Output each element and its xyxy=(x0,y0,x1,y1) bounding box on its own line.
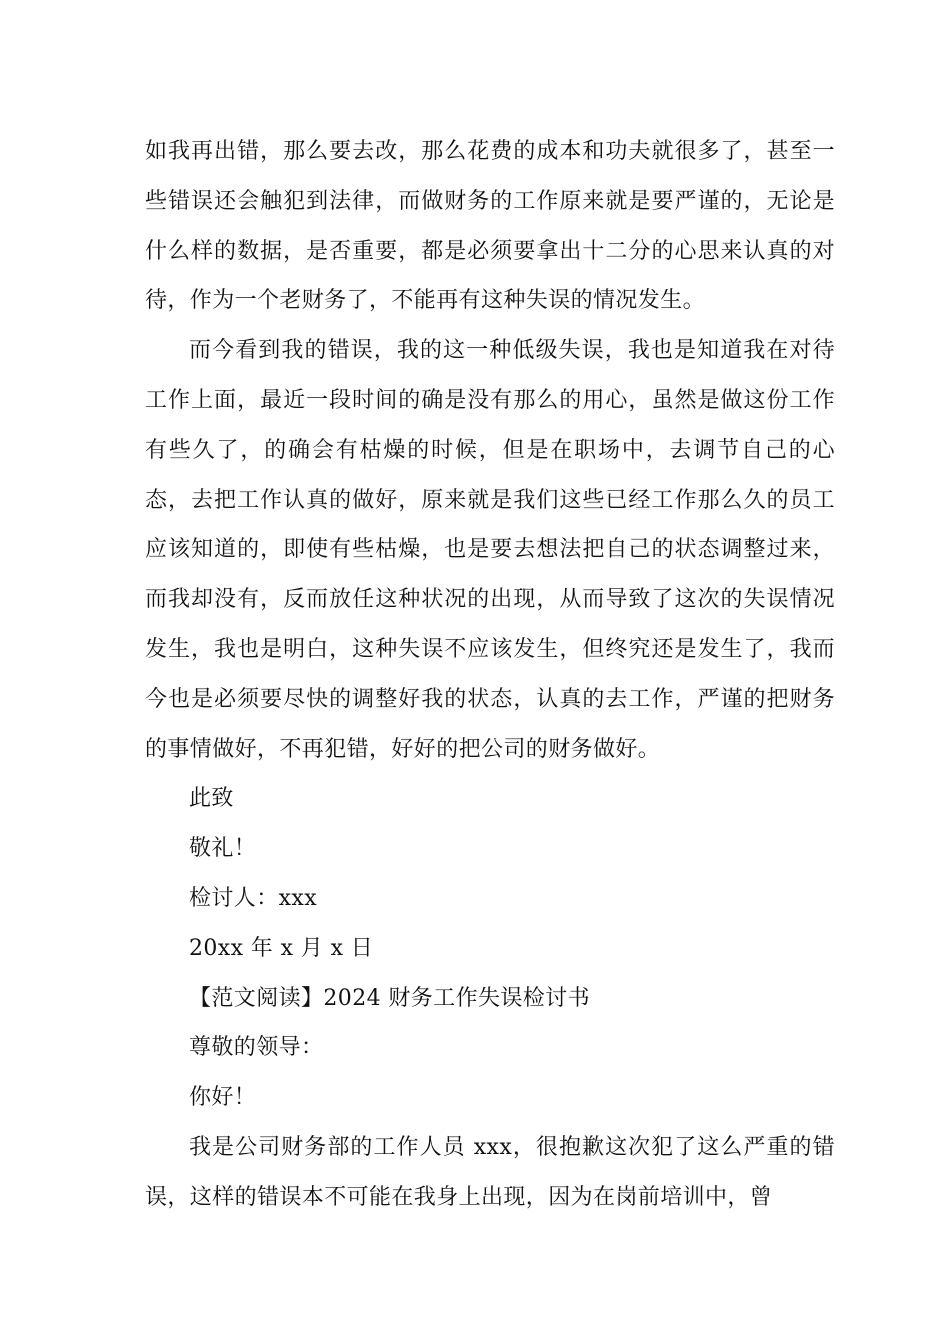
hello-line: 你好！ xyxy=(189,1085,257,1111)
paragraph-reflection: 而今看到我的错误，我的这一种低级失误，我也是知道我在对待工作上面，最近一段时间的确是没有那么的用心，虽然是做这份工作有些久了，的确会有枯燥的时候，但是在职场中，去调节自己的心态，去把工作认真的做好，原来就是我们这些已经工作那么久的员工应该知道的，即使有些枯燥，也是要去想法把自己的状态调整过来，而我却没有，反而放任这种状况的出现，从而导致了这次的失误情况发生，我也是明白，这种失误不应该发生，但终究还是发生了，我而今也是必须要尽快的调整好我的状态，认真的去工作，严谨的把财务的事情做好，不再犯错，好好的把公司的财务做好。 xyxy=(145,338,835,762)
salute-line: 敬礼！ xyxy=(189,836,257,862)
closing-line: 此致 xyxy=(189,786,234,812)
section-title: 【范文阅读】2024 财务工作失误检讨书 xyxy=(189,985,590,1011)
date-line: 20xx 年 x 月 x 日 xyxy=(189,935,374,961)
signer-line: 检讨人：xxx xyxy=(189,885,318,911)
greeting-line: 尊敬的领导： xyxy=(189,1035,324,1061)
paragraph-continuation: 如我再出错，那么要去改，那么花费的成本和功夫就很多了，甚至一些错误还会触犯到法律，而做财务的工作原来就是要严谨的，无论是什么样的数据，是否重要，都是必须要拿出十二分的心思来认真的对待，作为一个老财务了，不能再有这种失误的情况发生。 xyxy=(145,139,835,314)
paragraph-letter-start: 我是公司财务部的工作人员 xxx，很抱歉这次犯了这么严重的错误，这样的错误本不可能在我身上出现，因为在岗前培训中，曾 xyxy=(145,1134,835,1210)
document-body xyxy=(145,127,835,1223)
